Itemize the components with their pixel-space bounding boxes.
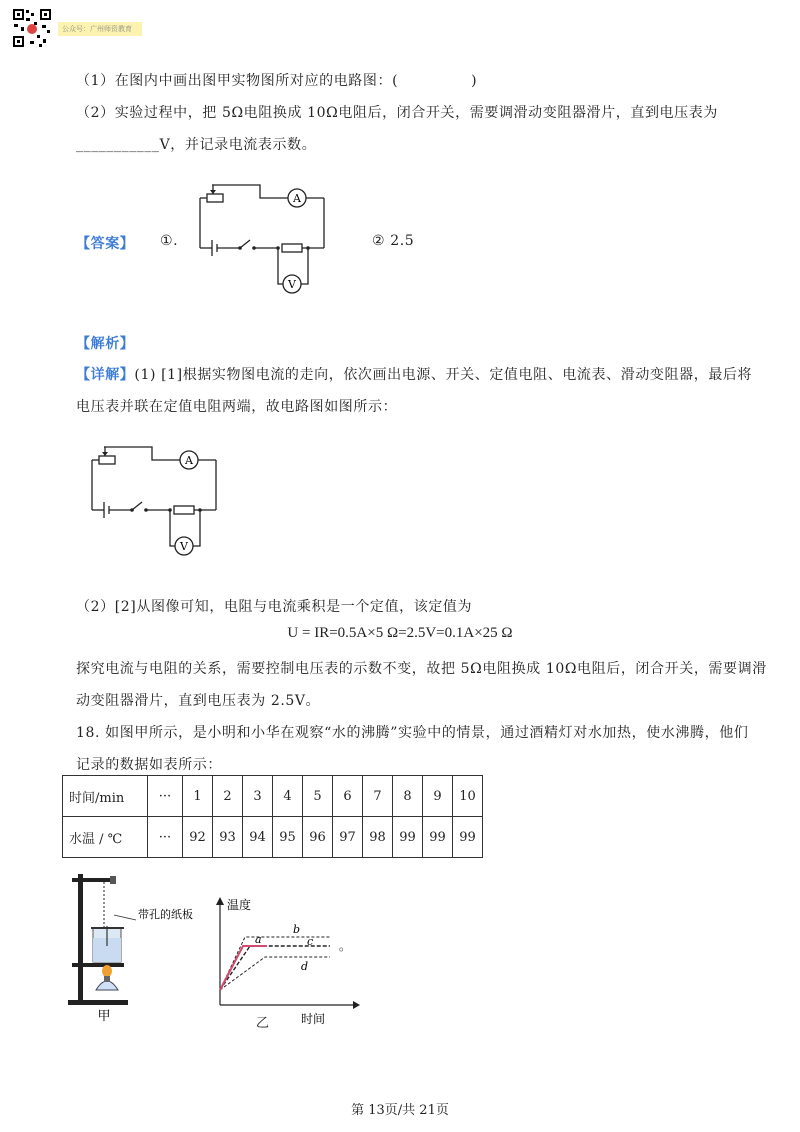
question-part-2-b: ___________V，并记录电流表示数。 [76,137,317,153]
q18-line-2: 记录的数据如表所示： [76,757,222,773]
table-cell: 10 [453,776,483,817]
table-cell: 99 [423,817,453,858]
table-cell: 95 [273,817,303,858]
analysis-line-1 [76,364,752,384]
header-banner: 公众号：广州师资教育 [58,22,142,36]
table-cell: 2 [213,776,243,817]
table-cell-dots: ··· [148,817,183,858]
table-row-temp [63,817,483,858]
table-cell: 5 [303,776,333,817]
table-cell-dots: ··· [148,776,183,817]
graph-ylabel: 温度 [227,898,252,912]
ammeter-label: A [185,454,193,467]
table-cell: 1 [183,776,213,817]
qr-code-icon [12,8,52,48]
analysis-line-2: 电压表并联在定值电阻两端，故电路图如图所示： [76,399,398,415]
table-row-label-temp: 水温 / ℃ [63,817,148,858]
table-cell: 99 [453,817,483,858]
answer-mark-1: ①. [160,233,179,249]
table-cell: 7 [363,776,393,817]
table-cell: 3 [243,776,273,817]
formula: U = IR=0.5A×5 Ω=2.5V=0.1A×25 Ω [287,625,513,641]
card-label: 带孔的纸板 [138,908,193,921]
answer-mark-2: ② 2.5 [372,233,415,249]
table-row-time [63,776,483,817]
q18-line-1: 18. 如图甲所示，是小明和小华在观察“水的沸腾”实验中的情景，通过酒精灯对水加热，使水沸腾，他们 [76,725,749,741]
table-cell: 98 [363,817,393,858]
figure-yi-graph [205,895,365,1030]
ammeter-label: A [293,192,301,205]
figure-jia-apparatus [66,870,196,1030]
analysis-line-4: 探究电流与电阻的关系，需要控制电压表的示数不变，故把 5Ω电阻换成 10Ω电阻后，闭合开关，需要调滑 [76,661,767,677]
table-cell: 97 [333,817,363,858]
analysis-tag: 【解析】 [76,336,135,352]
label-a: a [255,933,262,946]
label-c: c [307,935,314,948]
line-a [220,946,267,990]
answer-tag: 【答案】 [76,236,135,252]
figure-yi-label: 乙 [256,1016,270,1031]
table-cell: 99 [393,817,423,858]
circuit-diagram-analysis [82,440,232,560]
table-cell: 4 [273,776,303,817]
analysis-line-5: 动变阻器滑片，直到电压表为 2.5V。 [76,693,321,709]
graph-trailing-mark: 。 [339,939,352,953]
label-b: b [293,923,301,936]
line-d [220,957,330,990]
circuit-diagram-answer [190,178,340,298]
voltmeter-label: V [288,278,296,291]
analysis-line-1-text: (1) [1]根据实物图电流的走向，依次画出电源、开关、定值电阻、电流表、滑动变阻器，最后将 [134,367,753,383]
detail-tag: 【详解】 [76,367,135,383]
table-row-label-time: 时间/min [63,776,148,817]
question-part-1: （1）在图内中画出图甲实物图所对应的电路图：( ) [76,73,478,89]
line-b [220,937,330,990]
figure-jia-label: 甲 [97,1009,111,1024]
table-cell: 93 [213,817,243,858]
question-part-2-a: （2）实验过程中，把 5Ω电阻换成 10Ω电阻后，闭合开关，需要调滑动变阻器滑片，直到电压表为 [76,105,718,121]
table-cell: 96 [303,817,333,858]
voltmeter-label: V [180,540,188,553]
table-cell: 92 [183,817,213,858]
analysis-line-3: （2）[2]从图像可知，电阻与电流乘积是一个定值，该定值为 [76,599,473,615]
data-table [62,775,483,858]
table-cell: 8 [393,776,423,817]
graph-xlabel: 时间 [301,1012,326,1026]
table-cell: 6 [333,776,363,817]
table-cell: 94 [243,817,273,858]
table-cell: 9 [423,776,453,817]
page-footer: 第 13页/共 21页 [351,1103,449,1118]
line-c [220,946,330,990]
label-d: d [301,960,309,973]
